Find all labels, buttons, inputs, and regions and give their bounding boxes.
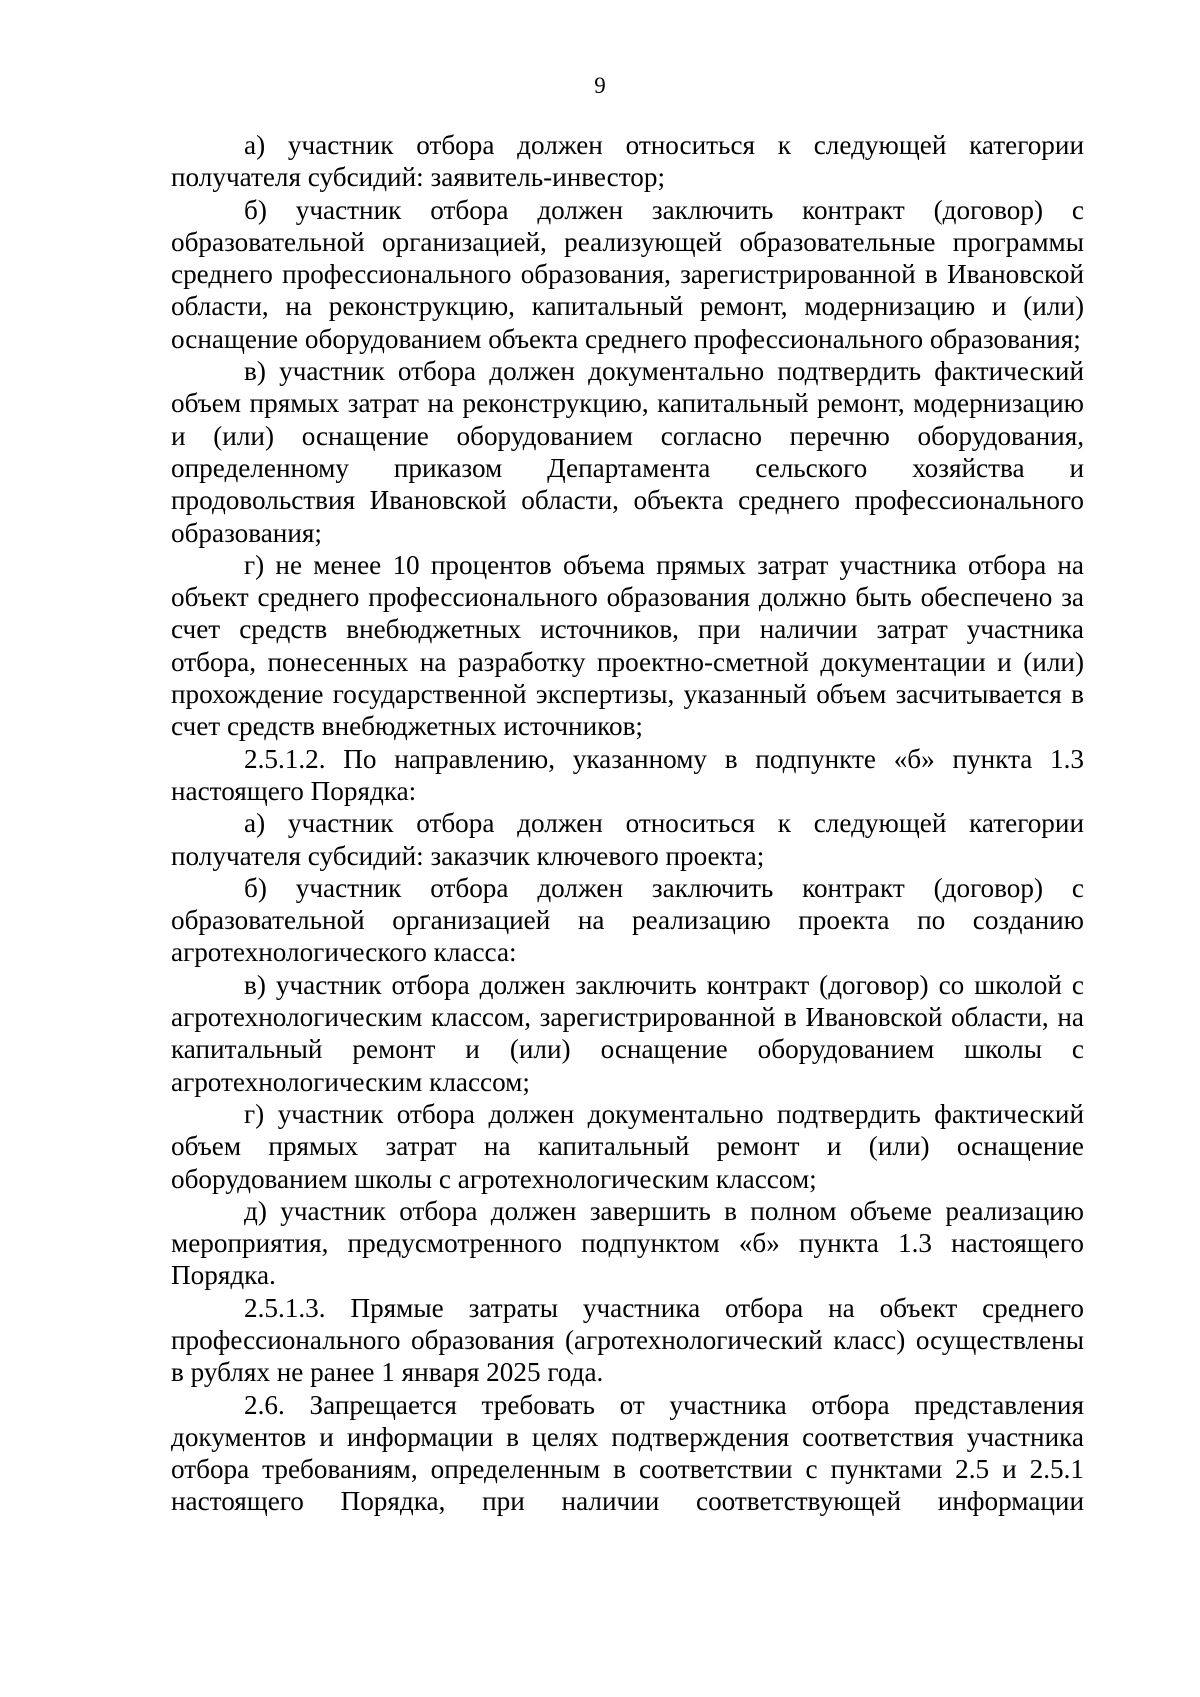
page-number: 9 bbox=[594, 73, 606, 98]
paragraph-g-direct-costs-school: г) участник отбора должен документально подтвердить фактический объем прямых затрат на капитальный ремонт и (или) оснащение оборудованием школы с агротехнологическим классом; bbox=[171, 1098, 1084, 1194]
paragraph-a-category-customer: а) участник отбора должен относиться к следующей категории получателя субсидий: заказчик ключевого проекта; bbox=[171, 808, 1084, 871]
document-body bbox=[171, 129, 1084, 1518]
paragraph-a-category-investor: а) участник отбора должен относиться к следующей категории получателя субсидий: заявитель-инвестор; bbox=[171, 130, 1084, 193]
paragraph-2-5-1-3: 2.5.1.3. Прямые затраты участника отбора на объект среднего профессионального образования (агротехнологический класс) осуществлены в рублях не ранее 1 января 2025 года. bbox=[171, 1292, 1084, 1388]
paragraph-b-contract-agroclass: б) участник отбора должен заключить контракт (договор) с образовательной организацией на реализацию проекта по созданию агротехнологического класса: bbox=[171, 872, 1084, 968]
paragraph-v-contract-school: в) участник отбора должен заключить контракт (договор) со школой с агротехнологическим классом, зарегистрированной в Ивановской области, на капитальный ремонт и (или) оснащение оборудованием школы с агротехнологическим классом; bbox=[171, 969, 1084, 1097]
paragraph-b-contract-spo: б) участник отбора должен заключить контракт (договор) с образовательной организацией, реализующей образовательные программы среднего профессионального образования, зарегистрированной в Ивановской области, на реконструкцию, капитальный ремонт, модернизацию и (или) оснащение оборудованием объекта среднего профессионального образования; bbox=[171, 194, 1084, 354]
paragraph-2-6: 2.6. Запрещается требовать от участника отбора представления документов и информации в целях подтверждения соответствия участника отбора требованиям, определенным в соответствии с пунктами 2.5 и 2.5.1 настоящего Порядка, при наличии соответствующей информации bbox=[171, 1389, 1084, 1517]
paragraph-2-5-1-2: 2.5.1.2. По направлению, указанному в подпункте «б» пункта 1.3 настоящего Порядка: bbox=[171, 743, 1084, 806]
paragraph-d-complete-event: д) участник отбора должен завершить в полном объеме реализацию мероприятия, предусмотренного подпунктом «б» пункта 1.3 настоящего Порядка. bbox=[171, 1195, 1084, 1291]
paragraph-g-extrabudgetary: г) не менее 10 процентов объема прямых затрат участника отбора на объект среднего профессионального образования должно быть обеспечено за счет средств внебюджетных источников, при наличии затрат участника отбора, понесенных на разработку проектно-сметной документации и (или) прохождение государственной экспертизы, указанный объем засчитывается в счет средств внебюджетных источников; bbox=[171, 549, 1084, 742]
paragraph-v-direct-costs-spo: в) участник отбора должен документально подтвердить фактический объем прямых затрат на реконструкцию, капитальный ремонт, модернизацию и (или) оснащение оборудованием согласно перечню оборудования, определенному приказом Департамента сельского хозяйства и продовольствия Ивановской области, объекта среднего профессионального образования; bbox=[171, 356, 1084, 548]
